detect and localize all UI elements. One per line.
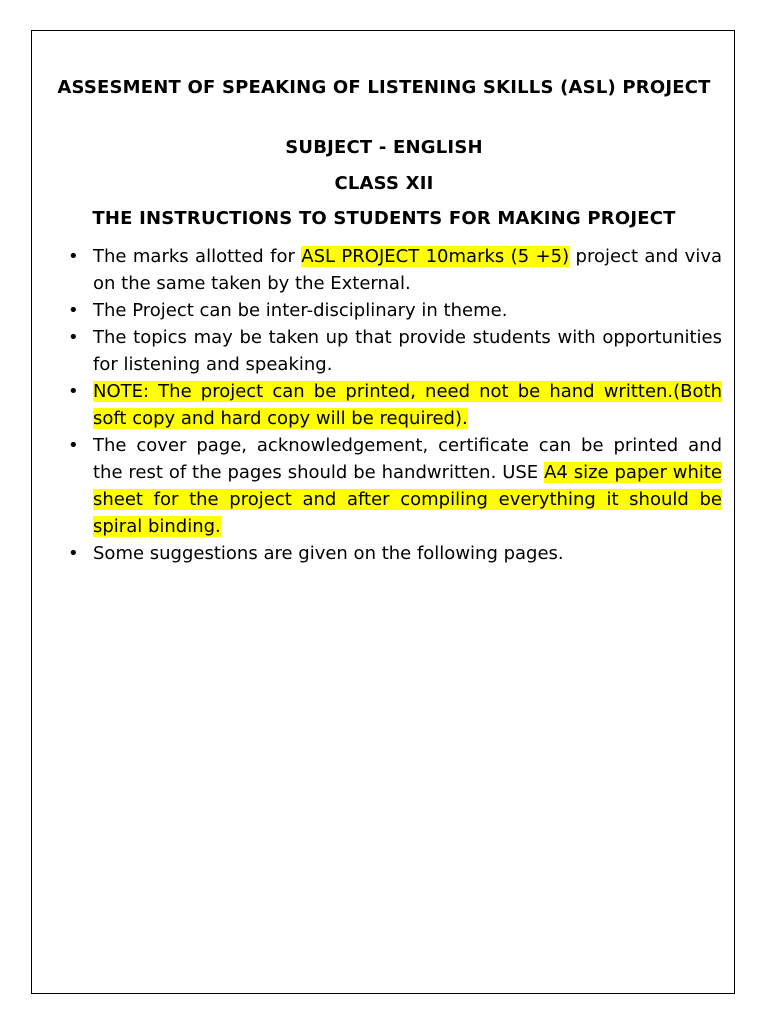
instructions-list [46, 243, 722, 567]
class-line: CLASS XII [334, 173, 434, 194]
highlighted-text: ASL PROJECT 10marks (5 +5) [301, 246, 570, 267]
highlighted-text: A4 size paper white sheet for the project and after compiling everything it should be spiral binding. [93, 462, 722, 537]
document-title: ASSESMENT OF SPEAKING OF LISTENING SKILLS (ASL) PROJECT [57, 77, 711, 98]
instruction-item-format [46, 432, 722, 540]
highlighted-text: NOTE: The project can be printed, need not be hand written.(Both soft copy and hard copy will be required). [93, 381, 722, 429]
instructions-heading: THE INSTRUCTIONS TO STUDENTS FOR MAKING PROJECT [92, 208, 676, 229]
instruction-text: Some suggestions are given on the following pages. [93, 543, 564, 564]
instruction-text: The marks allotted for [93, 246, 302, 267]
subject-line: SUBJECT - ENGLISH [285, 137, 483, 158]
instruction-text: The Project can be inter-disciplinary in theme. [93, 300, 508, 321]
instruction-text: The cover page, acknowledgement, certificate can be printed and the rest of the pages should be handwritten. USE [93, 435, 722, 483]
instruction-item-suggestions [46, 540, 722, 567]
instruction-item-theme [46, 297, 722, 324]
instruction-item-marks [46, 243, 722, 297]
instruction-text: The topics may be taken up that provide students with opportunities for listening and speaking. [93, 327, 722, 375]
instruction-item-note [46, 378, 722, 432]
instruction-text: project and viva on the same taken by the External. [93, 246, 722, 294]
instruction-item-topics [46, 324, 722, 378]
